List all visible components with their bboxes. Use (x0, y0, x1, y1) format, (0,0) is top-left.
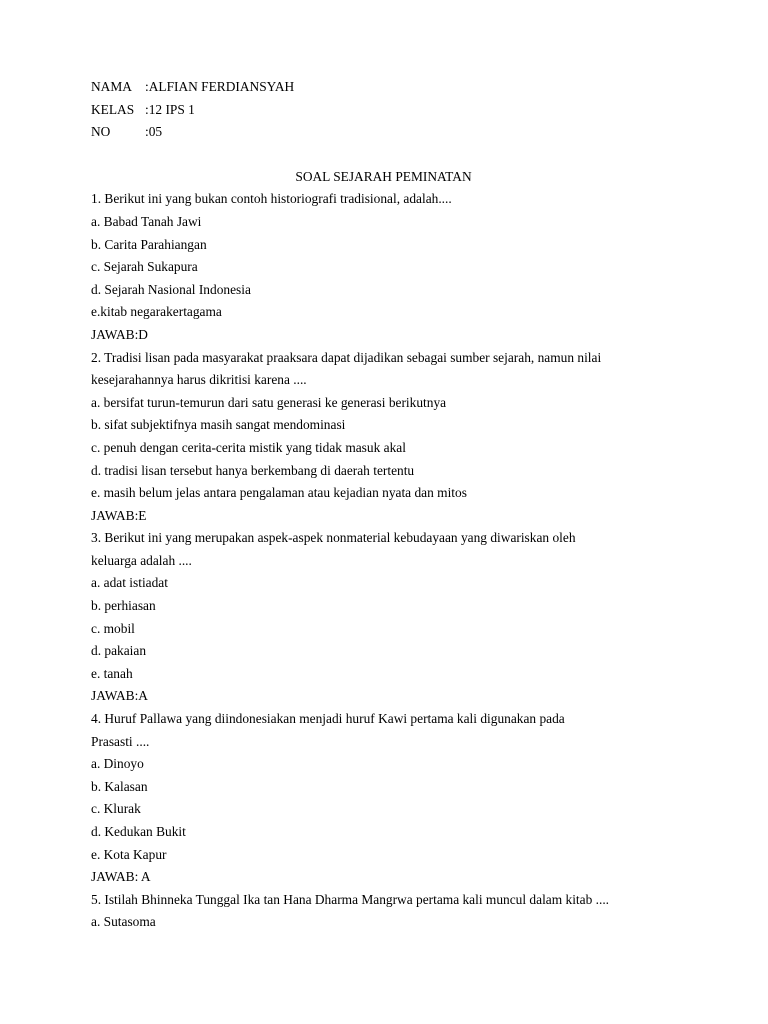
question-text: kesejarahannya harus dikritisi karena .... (91, 372, 307, 388)
answer-option: e. Kota Kapur (91, 846, 167, 862)
answer-option: e.kitab negarakertagama (91, 304, 222, 320)
answer-option: e. masih belum jelas antara pengalaman atau kejadian nyata dan mitos (91, 485, 467, 501)
answer-option: c. Sejarah Sukapura (91, 259, 198, 275)
question-block (91, 188, 691, 346)
answer-key: JAWAB:E (91, 507, 147, 523)
no-value: :05 (145, 124, 163, 140)
answer-option: a. Sutasoma (91, 914, 156, 930)
answer-option: d. Sejarah Nasional Indonesia (91, 281, 251, 297)
question-block (91, 527, 691, 708)
question-block (91, 347, 691, 528)
answer-option: c. penuh dengan cerita-cerita mistik yang tidak masuk akal (91, 439, 406, 455)
question-text: 3. Berikut ini yang merupakan aspek-aspek nonmaterial kebudayaan yang diwariskan oleh (91, 530, 576, 546)
question-list (91, 188, 691, 934)
answer-option: a. adat istiadat (91, 575, 168, 591)
answer-option: b. Carita Parahiangan (91, 236, 207, 252)
question-block (91, 708, 691, 889)
question-text: 1. Berikut ini yang bukan contoh historiografi tradisional, adalah.... (91, 191, 452, 207)
answer-option: e. tanah (91, 665, 133, 681)
kelas-value: :12 IPS 1 (145, 101, 195, 117)
answer-option: d. tradisi lisan tersebut hanya berkembang di daerah tertentu (91, 462, 415, 478)
answer-key: JAWAB:A (91, 688, 148, 704)
answer-option: b. perhiasan (91, 598, 156, 614)
answer-option: d. Kedukan Bukit (91, 824, 186, 839)
kelas-row (91, 99, 691, 122)
answer-option: a. Dinoyo (91, 756, 144, 772)
answer-option: c. Klurak (91, 801, 141, 817)
answer-option: b. sifat subjektifnya masih sangat mendominasi (91, 417, 346, 433)
answer-option: a. Babad Tanah Jawi (91, 213, 202, 229)
document-title: SOAL SEJARAH PEMINATAN (295, 168, 472, 184)
no-label: NO (91, 124, 111, 140)
answer-key: JAWAB:D (91, 326, 148, 342)
question-text: 4. Huruf Pallawa yang diindonesiakan menjadi huruf Kawi pertama kali digunakan pada (91, 711, 565, 727)
answer-option: d. pakaian (91, 643, 147, 659)
no-row (91, 121, 691, 144)
nama-row (91, 76, 691, 99)
answer-key: JAWAB: A (91, 869, 151, 885)
answer-option: a. bersifat turun-temurun dari satu generasi ke generasi berikutnya (91, 394, 447, 410)
question-text: 2. Tradisi lisan pada masyarakat praaksara dapat dijadikan sebagai sumber sejarah, namun nilai (91, 349, 602, 365)
nama-value: :ALFIAN FERDIANSYAH (145, 79, 295, 94)
question-text: keluarga adalah .... (91, 552, 192, 568)
nama-label: NAMA (91, 79, 132, 94)
question-text: 5. Istilah Bhinneka Tunggal Ika tan Hana Dharma Mangrwa pertama kali muncul dalam kitab .... (91, 891, 610, 907)
answer-option: b. Kalasan (91, 778, 148, 794)
kelas-label: KELAS (91, 101, 135, 117)
question-block (91, 889, 691, 934)
document-content (91, 76, 691, 934)
answer-option: c. mobil (91, 620, 135, 636)
question-text: Prasasti .... (91, 733, 150, 749)
